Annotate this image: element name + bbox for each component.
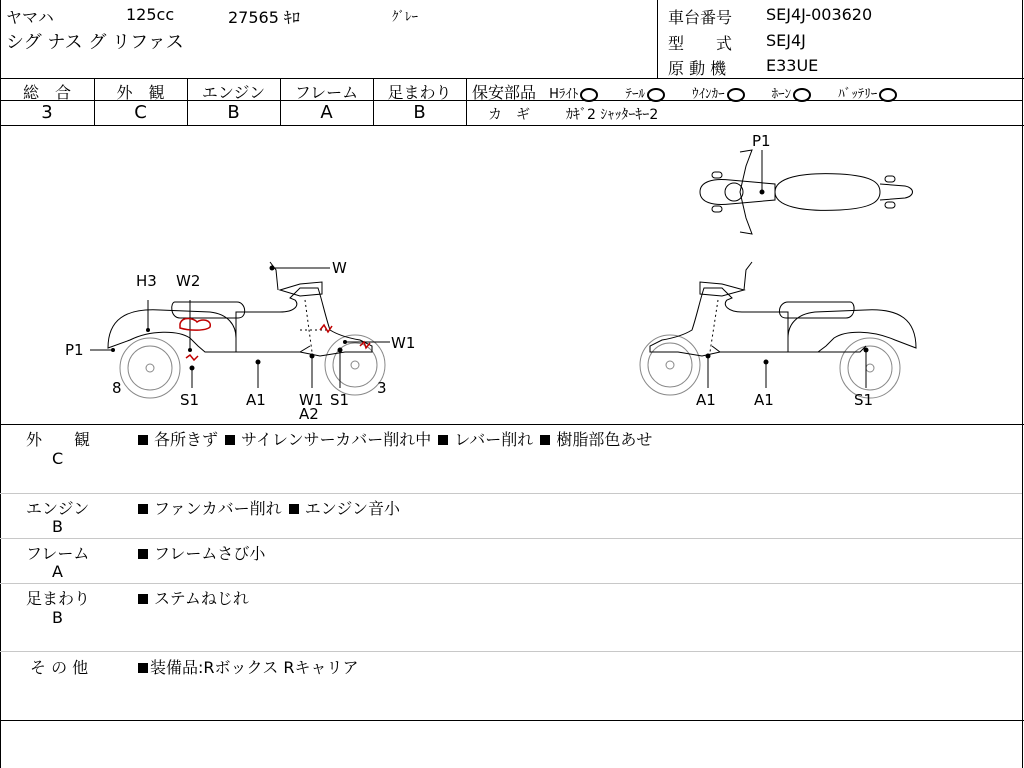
safety-battery: ﾊﾞｯﾃﾘｰ <box>838 87 897 102</box>
safety-label: 保安部品 <box>472 83 537 102</box>
note-item: レバー削れ <box>454 430 534 449</box>
section-exterior-title: 外 観 <box>26 430 91 449</box>
note-item: 樹脂部色あせ <box>556 430 653 449</box>
mileage: 27565 ｷﾛ <box>228 8 300 27</box>
label-a1-right-b: A1 <box>754 391 774 409</box>
grade-total-label: 総 合 <box>22 83 71 102</box>
engine-label: 原 動 機 <box>668 59 727 78</box>
bullet-square-icon <box>138 663 148 673</box>
section-other-title: そ の 他 <box>30 658 89 677</box>
label-s1-right: S1 <box>854 391 874 409</box>
section-frame-grade: A <box>52 562 63 581</box>
label-w1-bottom: W1 <box>299 391 324 409</box>
label-a1-left: A1 <box>246 391 266 409</box>
label-3: 3 <box>377 379 387 397</box>
label-p1-left: P1 <box>65 341 84 359</box>
grade-suspension-label: 足まわり <box>387 83 452 102</box>
label-s1-b: S1 <box>330 391 350 409</box>
section-other-items <box>136 655 359 678</box>
diagram-bottom-line <box>0 424 1024 425</box>
bullet-square-icon <box>540 435 550 445</box>
section-suspension-grade: B <box>52 608 63 627</box>
header-divider <box>657 0 658 78</box>
key-label: カ ギ <box>488 107 530 123</box>
label-a2: A2 <box>299 405 319 423</box>
note-item: ファンカバー削れ <box>154 499 282 518</box>
section-exterior-items <box>136 427 652 450</box>
note-item: 装備品:Rボックス Rキャリア <box>150 658 359 677</box>
section-engine-title: エンジン <box>26 499 90 518</box>
bullet-square-icon <box>138 594 148 604</box>
label-s1-a: S1 <box>180 391 200 409</box>
note-item: サイレンサーカバー削れ中 <box>241 430 432 449</box>
bullet-square-icon <box>225 435 235 445</box>
ok-circle-icon <box>580 88 598 102</box>
section-engine-items <box>136 496 400 519</box>
section-frame-title: フレーム <box>26 544 90 563</box>
engine-value: E33UE <box>766 56 819 75</box>
bullet-square-icon <box>138 435 148 445</box>
safety-horn: ﾎｰﾝ <box>772 87 812 102</box>
key-value: ｶｷﾞ2 ｼｬｯﾀｰｷｰ2 <box>566 107 659 123</box>
safety-winker: ｳｲﾝｶｰ <box>692 87 745 102</box>
label-8: 8 <box>112 379 122 397</box>
grade-engine-label: エンジン <box>201 83 266 102</box>
section-suspension-items <box>136 586 249 609</box>
grade-exterior-value: C <box>134 102 147 123</box>
frame-no-label: 車台番号 <box>668 8 733 27</box>
maker: ヤマハ <box>6 8 54 27</box>
section-suspension-title: 足まわり <box>26 589 91 608</box>
bullet-square-icon <box>138 549 148 559</box>
note-item: エンジン音小 <box>304 499 400 518</box>
model-name: シグ ナス グ リファス <box>6 32 184 53</box>
bullet-square-icon <box>289 504 299 514</box>
label-a1-right-a: A1 <box>696 391 716 409</box>
label-h3: H3 <box>136 272 157 290</box>
scooter-left-side-view <box>90 262 390 398</box>
safety-parts <box>472 80 897 103</box>
grade-frame-value: A <box>320 102 333 123</box>
label-p1-top: P1 <box>752 132 771 150</box>
safety-taillight: ﾃｰﾙ <box>625 87 665 102</box>
engine-cc: 125cc <box>126 5 175 24</box>
type-value: SEJ4J <box>766 31 806 50</box>
ok-circle-icon <box>727 88 745 102</box>
grade-exterior-label: 外 観 <box>116 83 165 102</box>
frame-no: SEJ4J-003620 <box>766 5 873 24</box>
ok-circle-icon <box>879 88 897 102</box>
grade-frame-label: フレーム <box>294 83 359 102</box>
scooter-top-view <box>700 150 913 234</box>
label-w2: W2 <box>176 272 201 290</box>
damage-marks <box>180 319 370 361</box>
body-color: ｸﾞﾚｰ <box>392 10 418 25</box>
sections-bottom-line <box>0 720 1024 721</box>
scooter-right-side-view <box>640 262 916 398</box>
bullet-square-icon <box>138 504 148 514</box>
section-exterior-grade: C <box>52 449 64 468</box>
ok-circle-icon <box>793 88 811 102</box>
section-engine-grade: B <box>52 517 63 536</box>
grade-total-value: 3 <box>41 102 53 123</box>
grade-engine-value: B <box>227 102 240 123</box>
label-w: W <box>332 259 347 277</box>
note-item: 各所きず <box>154 430 219 449</box>
type-label: 型 式 <box>668 34 733 53</box>
ok-circle-icon <box>647 88 665 102</box>
header-bottom-line <box>0 78 1024 79</box>
note-item: ステムねじれ <box>154 589 249 608</box>
label-w1-right: W1 <box>391 334 416 352</box>
section-frame-items <box>136 541 265 564</box>
bullet-square-icon <box>438 435 448 445</box>
safety-headlight: Hﾗｲﾄ <box>549 87 598 102</box>
note-item: フレームさび小 <box>154 544 266 563</box>
grade-suspension-value: B <box>413 102 426 123</box>
damage-diagram <box>0 126 1024 424</box>
